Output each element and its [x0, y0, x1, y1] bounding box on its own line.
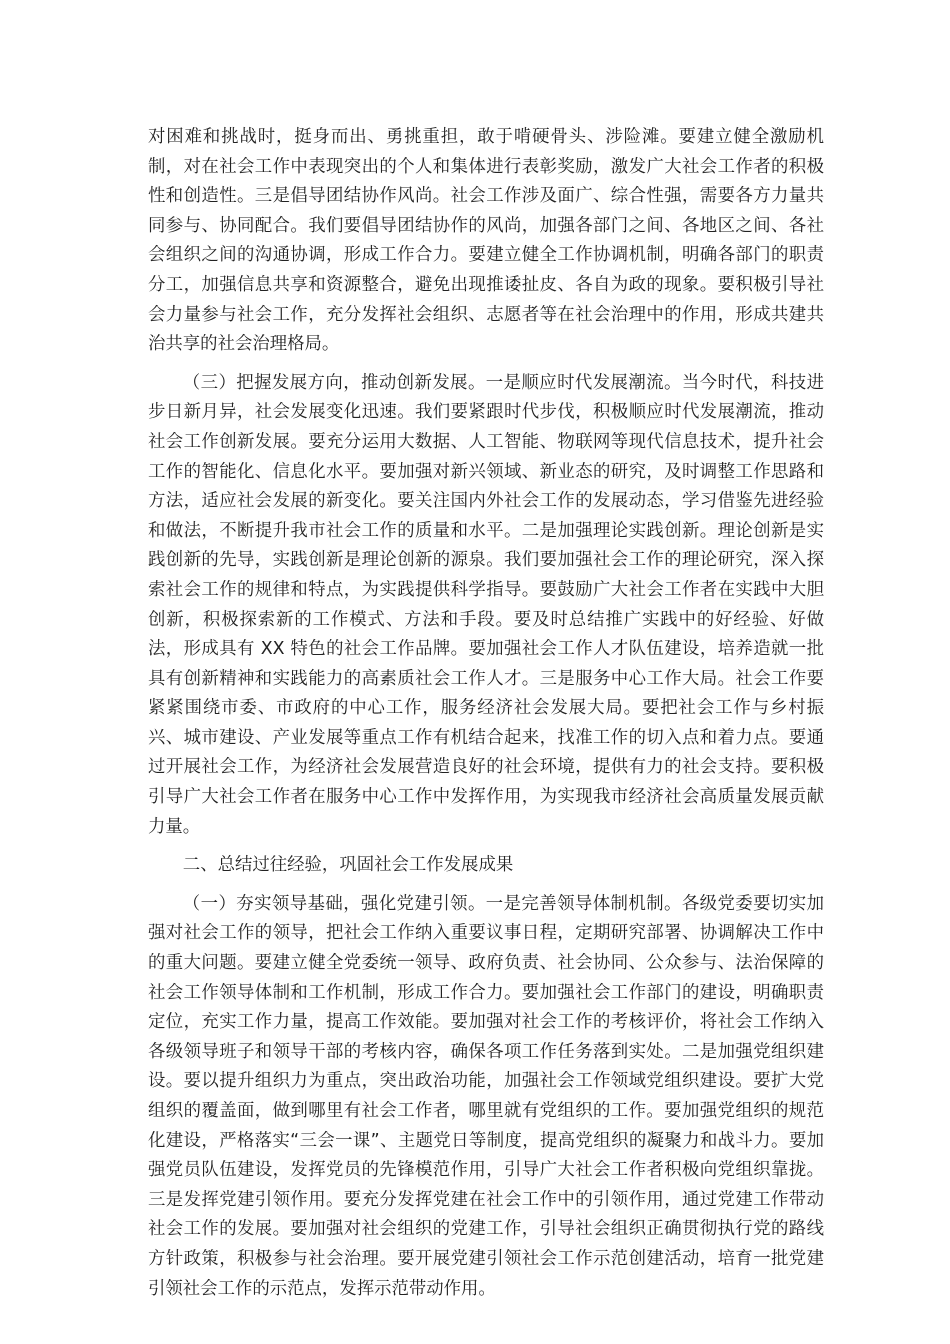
- section-heading-two: 二、总结过往经验，巩固社会工作发展成果: [182, 855, 514, 876]
- paragraph-section-three: （三）把握发展方向，推动创新发展。一是顺应时代发展潮流。当今时代，科技进步日新月异，社会发展变化迅速。我们要紧跟时代步伐，积极顺应时代发展潮流，推动社会工作创新发展。要充分运用大数据、人工智能、物联网等现代信息技术，提升社会工作的智能化、信息化水平。要加强对新兴领域、新业态的研究，及时调整工作思路和方法，适应社会发展的新变化。要关注国内外社会工作的发展动态，学习借鉴先进经验和做法，不断提升我市社会工作的质量和水平。二是加强理论实践创新。理论创新是实践创新的先导，实践创新是理论创新的源泉。我们要加强社会工作的理论研究，深入探索社会工作的规律和特点，为实践提供科学指导。要鼓励广大社会工作者在实践中大胆创新，积极探索新的工作模式、方法和手段。要及时总结推广实践中的好经验、好做法，形成具有 XX 特色的社会工作品牌。要加强社会工作人才队伍建设，培养造就一批具有创新精神和实践能力的高素质社会工作人才。三是服务中心工作大局。社会工作要紧紧围绕市委、市政府的中心工作，服务经济社会发展大局。要把社会工作与乡村振兴、城市建设、产业发展等重点工作有机结合起来，找准工作的切入点和着力点。要通过开展社会工作，为经济社会发展营造良好的社会环境，提供有力的社会支持。要积极引导广大社会工作者在服务中心工作中发挥作用，为实现我市经济社会高质量发展贡献力量。: [148, 372, 824, 837]
- document-body: [148, 123, 824, 1313]
- paragraph-section-one: （一）夯实领导基础，强化党建引领。一是完善领导体制机制。各级党委要切实加强对社会工作的领导，把社会工作纳入重要议事日程，定期研究部署、协调解决工作中的重大问题。要建立健全党委统一领导、政府负责、社会协同、公众参与、法治保障的社会工作领导体制和工作机制，形成工作合力。要加强社会工作部门的建设，明确职责定位，充实工作力量，提高工作效能。要加强对社会工作的考核评价，将社会工作纳入各级领导班子和领导干部的考核内容，确保各项工作任务落到实处。二是加强党组织建设。要以提升组织力为重点，突出政治功能，加强社会工作领域党组织建设。要扩大党组织的覆盖面，做到哪里有社会工作者，哪里就有党组织的工作。要加强党组织的规范化建设，严格落实“三会一课”、主题党日等制度，提高党组织的凝聚力和战斗力。要加强党员队伍建设，发挥党员的先锋模范作用，引导广大社会工作者积极向党组织靠拢。三是发挥党建引领作用。要充分发挥党建在社会工作中的引领作用，通过党建工作带动社会工作的发展。要加强对社会组织的党建工作，引导社会组织正确贯彻执行党的路线方针政策，积极参与社会治理。要开展党建引领社会工作示范创建活动，培育一批党建引领社会工作的示范点，发挥示范带动作用。: [148, 893, 824, 1299]
- paragraph-continuation: 对困难和挑战时，挺身而出、勇挑重担，敢于啃硬骨头、涉险滩。要建立健全激励机制，对在社会工作中表现突出的个人和集体进行表彰奖励，激发广大社会工作者的积极性和创造性。三是倡导团结协作风尚。社会工作涉及面广、综合性强，需要各方力量共同参与、协同配合。我们要倡导团结协作的风尚，加强各部门之间、各地区之间、各社会组织之间的沟通协调，形成工作合力。要建立健全工作协调机制，明确各部门的职责分工，加强信息共享和资源整合，避免出现推诿扯皮、各自为政的现象。要积极引导社会力量参与社会工作，充分发挥社会组织、志愿者等在社会治理中的作用，形成共建共治共享的社会治理格局。: [148, 127, 824, 355]
